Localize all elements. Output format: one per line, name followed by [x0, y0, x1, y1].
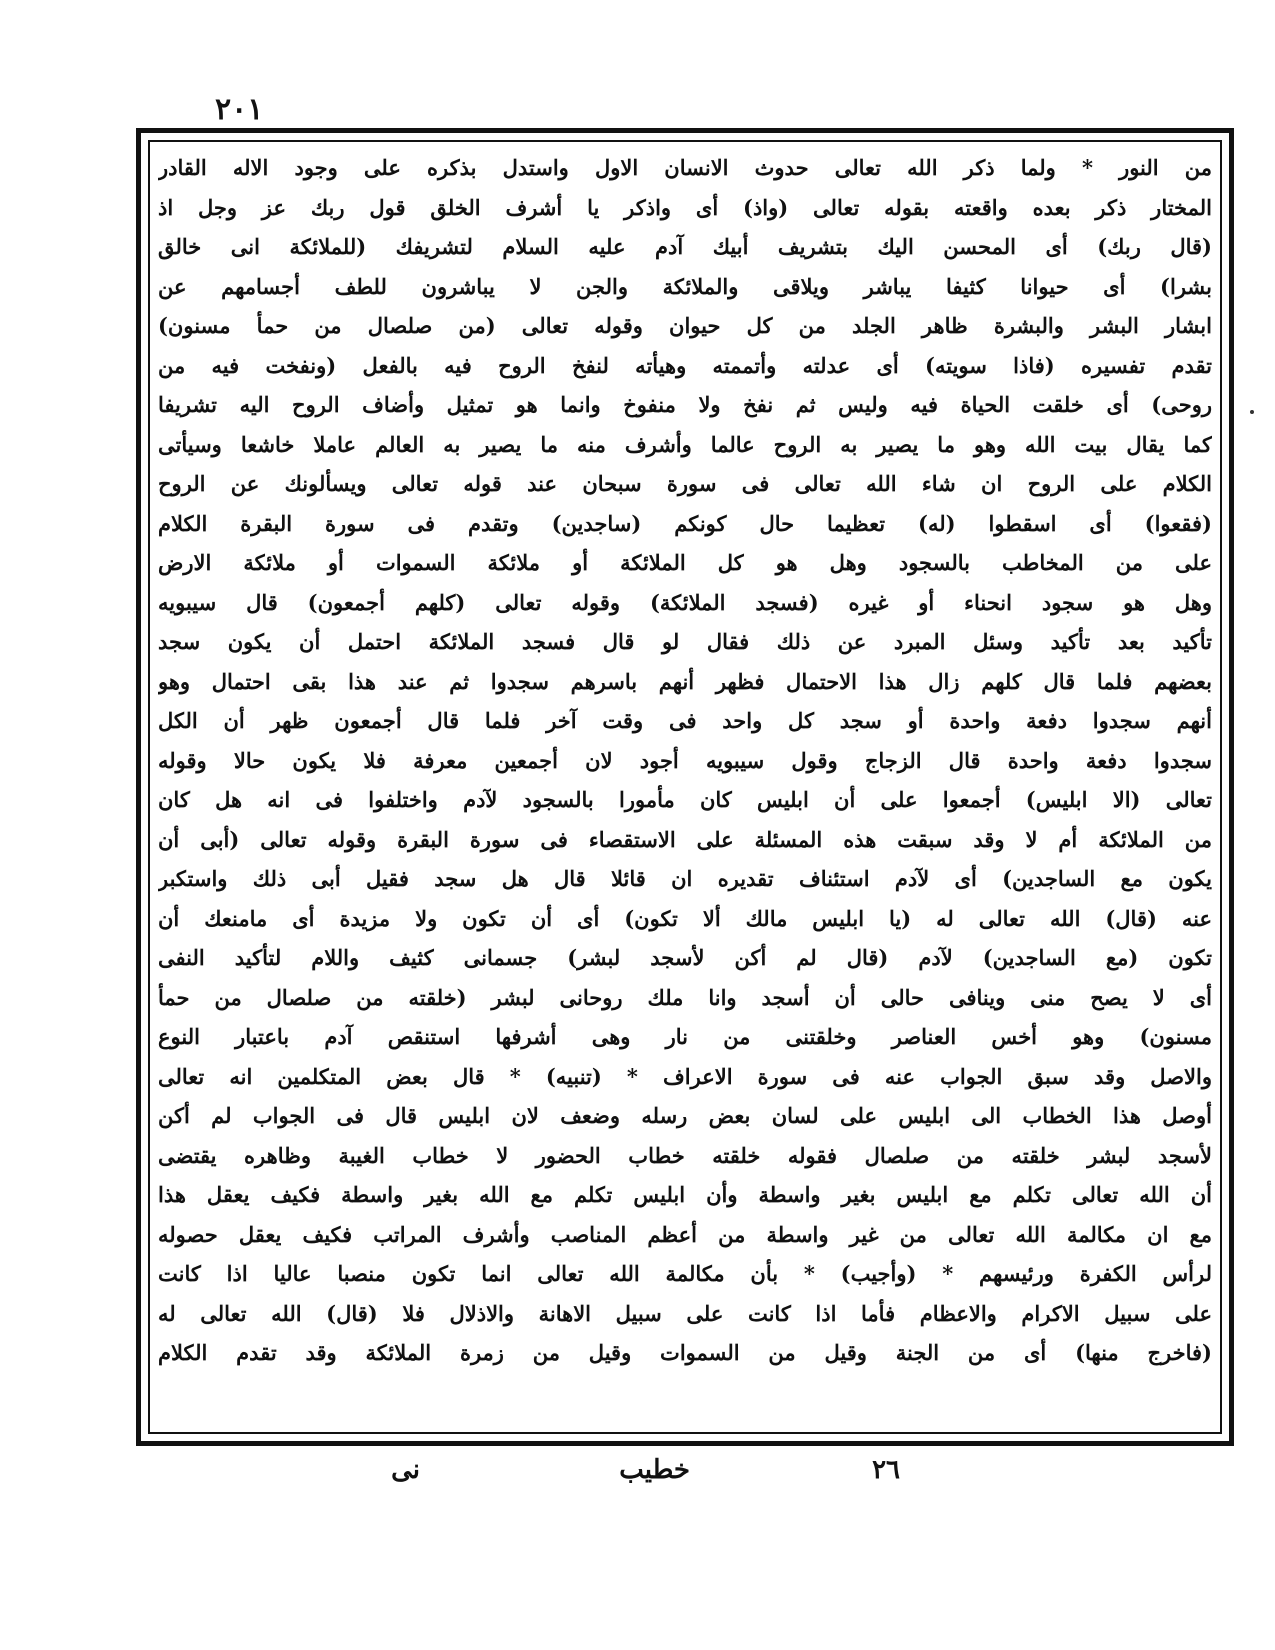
- text-line: أوصل هذا الخطاب الى ابليس على لسان بعض رسله وضعف لان ابليس قال فى الجواب لم أكن: [158, 1103, 1212, 1128]
- text-line: تعالى (الا ابليس) أجمعوا على أن ابليس كان مأمورا بالسجود لآدم واختلفوا فى انه هل كان: [158, 787, 1212, 812]
- text-line: على سبيل الاكرام والاعظام فأما اذا كانت على سبيل الاهانة والاذلال فلا (قال) الله تعالى له: [158, 1300, 1212, 1326]
- text-line: أن الله تعالى تكلم مع ابليس بغير واسطة وأن ابليس تكلم مع الله بغير واسطة فكيف يعقل هذا: [158, 1182, 1212, 1207]
- text-line: أنهم سجدوا دفعة واحدة أو سجد كل واحد فى وقت آخر فلما قال أجمعون ظهر أن الكل: [158, 708, 1212, 733]
- text-line: لأسجد لبشر خلقته من صلصال فقوله خلقته خطاب الحضور لا خطاب الغيبة وظاهره يقتضى: [158, 1142, 1212, 1168]
- margin-mark: [1250, 410, 1254, 414]
- page-footer: [380, 1455, 940, 1495]
- text-line: بشرا) أى حيوانا كثيفا يباشر ويلاقى والملائكة والجن لا يباشرون للطف أجسامهم عن: [158, 273, 1212, 299]
- signature-title: خطيب: [619, 1455, 690, 1485]
- text-line: مسنون) وهو أخس العناصر وخلقتنى من نار وهى أشرفها استنقص آدم باعتبار النوع: [158, 1024, 1212, 1049]
- signature-letter: نى: [391, 1455, 420, 1485]
- text-line: روحى) أى خلقت الحياة فيه وليس ثم نفخ ولا منفوخ وانما هو تمثيل وأضاف الروح اليه تشريفا: [158, 392, 1212, 417]
- signature-number: ٢٦: [872, 1455, 900, 1485]
- text-line: المختار ذكر بعده واقعته بقوله تعالى (واذ) أى واذكر يا أشرف الخلق قول ربك عز وجل اذ: [158, 194, 1212, 220]
- text-line: على من المخاطب بالسجود وهل هو كل الملائكة أو ملائكة السموات أو ملائكة الارض: [158, 550, 1212, 575]
- text-line: تأكيد بعد تأكيد وسئل المبرد عن ذلك فقال لو قال فسجد الملائكة احتمل أن يكون سجد: [158, 629, 1212, 654]
- text-line: والاصل وقد سبق الجواب عنه فى سورة الاعراف * (تنبيه) * قال بعض المتكلمين انه تعالى: [158, 1063, 1212, 1089]
- text-line: (فاخرج منها) أى من الجنة وقيل من السموات وقيل من زمرة الملائكة وقد تقدم الكلام: [158, 1340, 1212, 1365]
- text-line: الكلام على الروح ان شاء الله تعالى فى سورة سبحان عند قوله تعالى ويسألونك عن الروح: [158, 471, 1212, 496]
- page-frame-inner: [148, 140, 1222, 1434]
- text-line: لرأس الكفرة ورئيسهم * (وأجيب) * بأن مكالمة الله تعالى انما تكون منصبا عاليا اذا كانت: [158, 1261, 1212, 1286]
- text-line: تكون (مع الساجدين) لآدم (قال لم أكن لأسجد لبشر) جسمانى كثيف واللام لتأكيد النفى: [158, 945, 1212, 970]
- text-line: وهل هو سجود انحناء أو غيره (فسجد الملائكة) وقوله تعالى (كلهم أجمعون) قال سيبويه: [158, 589, 1212, 615]
- text-line: عنه (قال) الله تعالى له (يا ابليس مالك ألا تكون) أى أن تكون ولا مزيدة أى مامنعك أن: [158, 905, 1212, 931]
- text-line: ابشار البشر والبشرة ظاهر الجلد من كل حيوان وقوله تعالى (من صلصال من حمأ مسنون): [158, 313, 1212, 338]
- text-line: سجدوا دفعة واحدة قال الزجاج وقول سيبويه أجود لان أجمعين معرفة فلا يكون حالا وقوله: [158, 747, 1212, 773]
- text-line: كما يقال بيت الله وهو ما يصير به الروح عالما وأشرف منه ما يصير به العالم عاملا خاشعا وسيأتى: [158, 431, 1212, 457]
- text-line: (فقعوا) أى اسقطوا (له) تعظيما حال كونكم (ساجدين) وتقدم فى سورة البقرة الكلام: [158, 510, 1212, 536]
- text-line: من الملائكة أم لا وقد سبقت هذه المسئلة على الاستقصاء فى سورة البقرة وقوله تعالى (أبى أن: [158, 826, 1212, 852]
- text-line: من النور * ولما ذكر الله تعالى حدوث الانسان الاول واستدل بذكره على وجود الاله القادر: [158, 155, 1212, 180]
- text-line: بعضهم فلما قال كلهم زال هذا الاحتمال فظهر أنهم باسرهم سجدوا ثم عند هذا بقى احتمال وهو: [158, 668, 1212, 694]
- text-body: [158, 148, 1212, 1426]
- text-line: أى لا يصح منى وينافى حالى أن أسجد وانا ملك روحانى لبشر (خلقته من صلصال من حمأ: [158, 984, 1212, 1010]
- text-line: (قال ربك) أى المحسن اليك بتشريف أبيك آدم عليه السلام لتشريفك (للملائكة انى خالق: [158, 234, 1212, 259]
- page-number: ٢٠١: [215, 92, 264, 127]
- text-line: تقدم تفسيره (فاذا سويته) أى عدلته وأتممته وهيأته لنفخ الروح فيه بالفعل (ونفخت فيه من: [158, 352, 1212, 378]
- text-line: مع ان مكالمة الله تعالى من غير واسطة من أعظم المناصب وأشرف المراتب فكيف يعقل حصوله: [158, 1221, 1212, 1247]
- text-line: يكون مع الساجدين) أى لآدم استئناف تقديره ان قائلا قال هل سجد فقيل أبى ذلك واستكبر: [158, 866, 1212, 891]
